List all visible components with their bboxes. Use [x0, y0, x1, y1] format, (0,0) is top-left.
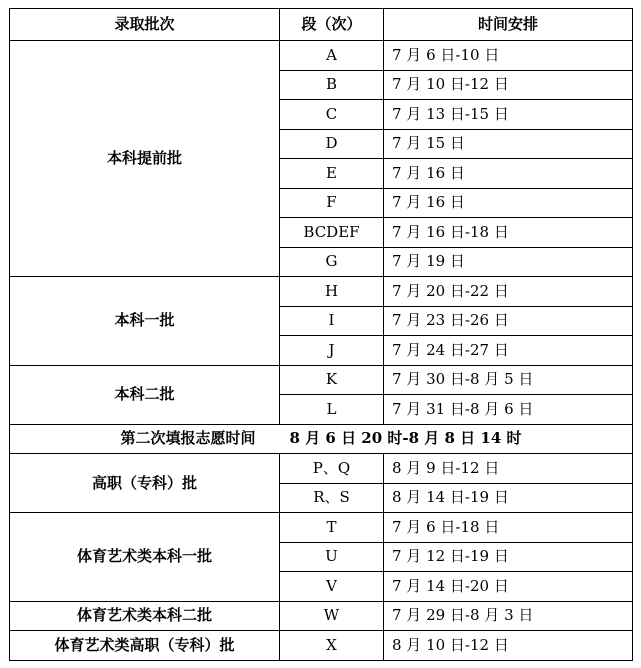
- segment-cell: E: [280, 159, 384, 189]
- schedule-cell: 7 月 19 日: [384, 247, 633, 277]
- schedule-cell: 7 月 20 日-22 日: [384, 277, 633, 307]
- table-row: [10, 454, 633, 484]
- schedule-cell: 7 月 13 日-15 日: [384, 100, 633, 130]
- batch-name: 本科提前批: [10, 41, 280, 277]
- schedule-cell: 7 月 31 日-8 月 6 日: [384, 395, 633, 425]
- schedule-cell: 7 月 16 日: [384, 159, 633, 189]
- schedule-cell: 7 月 14 日-20 日: [384, 572, 633, 602]
- segment-cell: D: [280, 129, 384, 159]
- schedule-cell: 7 月 10 日-12 日: [384, 70, 633, 100]
- segment-cell: W: [280, 601, 384, 631]
- segment-cell: X: [280, 631, 384, 661]
- table-row: [10, 513, 633, 543]
- batch-name: 体育艺术类本科一批: [10, 513, 280, 602]
- segment-cell: L: [280, 395, 384, 425]
- schedule-cell: 7 月 30 日-8 月 5 日: [384, 365, 633, 395]
- segment-cell: R、S: [280, 483, 384, 513]
- segment-cell: U: [280, 542, 384, 572]
- batch-name: 本科一批: [10, 277, 280, 366]
- segment-cell: B: [280, 70, 384, 100]
- schedule-cell: 7 月 12 日-19 日: [384, 542, 633, 572]
- segment-cell: P、Q: [280, 454, 384, 484]
- table-body: [10, 41, 633, 661]
- batch-name: 体育艺术类本科二批: [10, 601, 280, 631]
- schedule-cell: 7 月 29 日-8 月 3 日: [384, 601, 633, 631]
- second-application-notice: [10, 424, 633, 454]
- batch-name: 高职（专科）批: [10, 454, 280, 513]
- table-row: [10, 601, 633, 631]
- segment-cell: V: [280, 572, 384, 602]
- segment-cell: K: [280, 365, 384, 395]
- header-batch: 录取批次: [10, 9, 280, 41]
- segment-cell: G: [280, 247, 384, 277]
- segment-cell: H: [280, 277, 384, 307]
- notice-time: 8 月 6 日 20 时-8 月 8 日 14 时: [289, 429, 522, 448]
- table-row: [10, 365, 633, 395]
- schedule-cell: 7 月 15 日: [384, 129, 633, 159]
- schedule-cell: 8 月 10 日-12 日: [384, 631, 633, 661]
- schedule-cell: 7 月 16 日-18 日: [384, 218, 633, 248]
- table-row: [10, 41, 633, 71]
- segment-cell: C: [280, 100, 384, 130]
- schedule-cell: 7 月 6 日-10 日: [384, 41, 633, 71]
- table-header-row: [10, 9, 633, 41]
- notice-label: 第二次填报志愿时间: [120, 429, 256, 448]
- segment-cell: I: [280, 306, 384, 336]
- segment-cell: F: [280, 188, 384, 218]
- schedule-cell: 7 月 24 日-27 日: [384, 336, 633, 366]
- schedule-cell: 8 月 9 日-12 日: [384, 454, 633, 484]
- schedule-cell: 7 月 16 日: [384, 188, 633, 218]
- admission-schedule-table: [9, 8, 633, 661]
- table-row: [10, 631, 633, 661]
- schedule-cell: 8 月 14 日-19 日: [384, 483, 633, 513]
- header-schedule: 时间安排: [384, 9, 633, 41]
- batch-name: 体育艺术类高职（专科）批: [10, 631, 280, 661]
- segment-cell: A: [280, 41, 384, 71]
- schedule-cell: 7 月 6 日-18 日: [384, 513, 633, 543]
- segment-cell: T: [280, 513, 384, 543]
- table-row: [10, 277, 633, 307]
- segment-cell: BCDEF: [280, 218, 384, 248]
- notice-row: [10, 424, 633, 454]
- schedule-cell: 7 月 23 日-26 日: [384, 306, 633, 336]
- batch-name: 本科二批: [10, 365, 280, 424]
- segment-cell: J: [280, 336, 384, 366]
- header-segment: 段（次）: [280, 9, 384, 41]
